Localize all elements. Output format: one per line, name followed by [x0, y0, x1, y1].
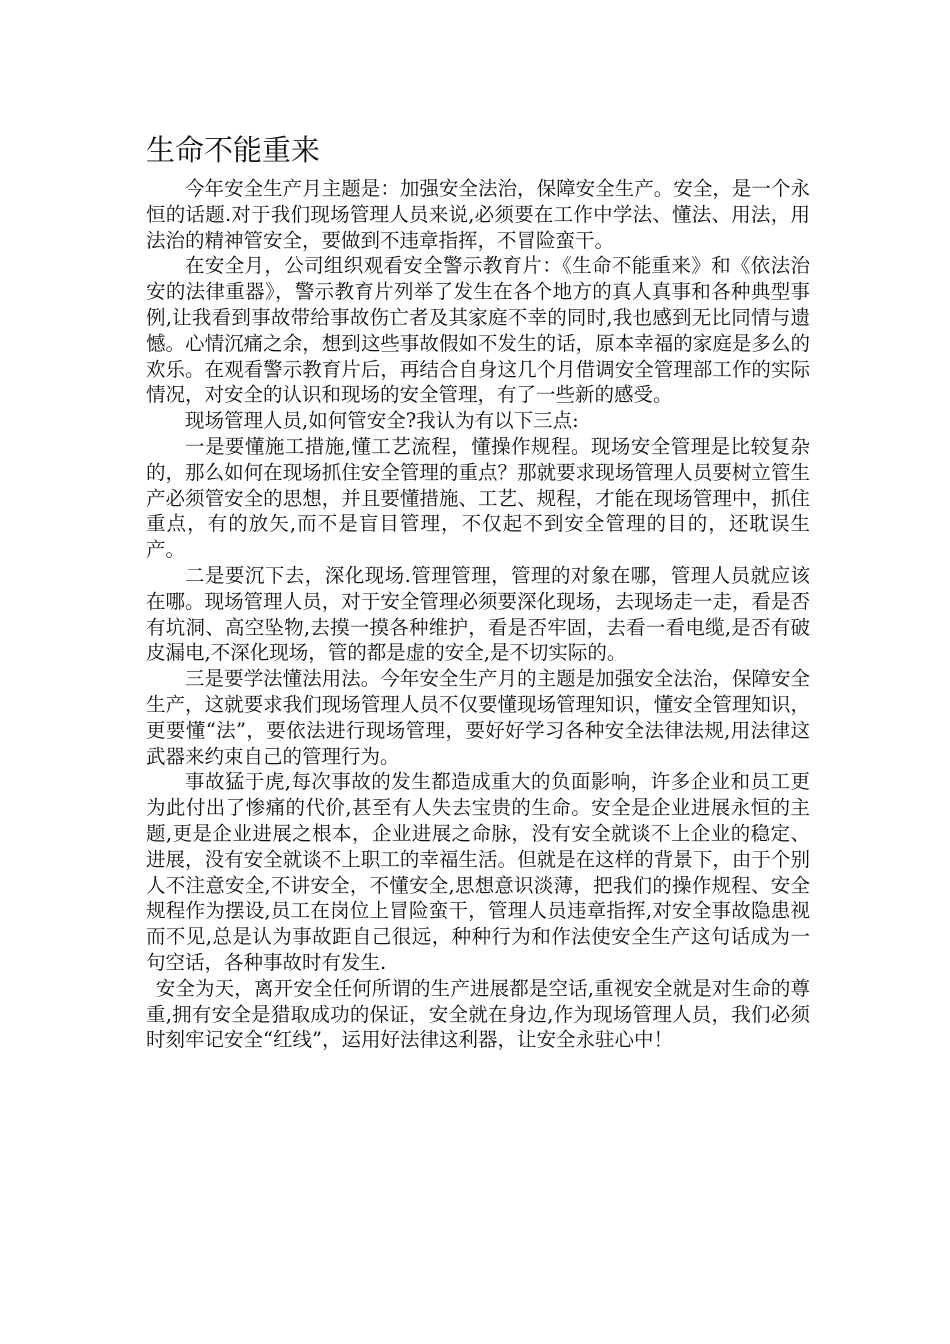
paragraph-accidents: 事故猛于虎,每次事故的发生都造成重大的负面影响，许多企业和员工更为此付出了惨痛的代价,甚至有人失去宝贵的生命。安全是企业进展永恒的主题,更是企业进展之根本，企业进展之命脉，没有安全就谈不上企业的稳定、进展，没有安全就谈不上职工的幸福生活。但就是在这样的背景下，由于个别人不注意安全,不讲安全，不懂安全,思想意识淡薄，把我们的操作规程、安全规程作为摆设,员工在岗位上冒险蛮干，管理人员违章指挥,对安全事故隐患视而不见,总是认为事故距自己很远，种种行为和作法使安全生产这句话成为一句空话，各种事故时有发生.	[146, 770, 810, 974]
paragraph-three-points-intro: 现场管理人员,如何管安全?我认为有以下三点:	[185, 409, 579, 433]
paragraph-point-three: 三是要学法懂法用法。今年安全生产月的主题是加强安全法治，保障安全生产，这就要求我们现场管理人员不仅要懂现场管理知识，懂安全管理知识，更要懂“法”，要依法进行现场管理，要好好学习各种安全法律法规,用法律这武器来约束自己的管理行为。	[146, 667, 810, 768]
paragraph-conclusion: 安全为天，离开安全任何所谓的生产进展都是空话,重视安全就是对生命的尊重,拥有安全是猎取成功的保证，安全就在身边,作为现场管理人员，我们必须时刻牢记安全“红线”，运用好法律这利器，让安全永驻心中！	[146, 976, 810, 1052]
document-page	[146, 130, 810, 1053]
paragraph-point-two: 二是要沉下去，深化现场.管理管理，管理的对象在哪，管理人员就应该在哪。现场管理人员，对于安全管理必须要深化现场，去现场走一走，看是否有坑洞、高空坠物,去摸一摸各种维护，看是否牢固，去看一看电缆,是否有破皮漏电,不深化现场，管的都是虚的安全,是不切实际的。	[146, 563, 810, 665]
document-title: 生命不能重来	[146, 133, 321, 167]
paragraph-theme: 今年安全生产月主题是：加强安全法治，保障安全生产。安全，是一个永恒的话题.对于我们现场管理人员来说,必须要在工作中学法、懂法、用法，用法治的精神管安全，要做到不违章指挥，不冒险蛮干。	[146, 177, 810, 252]
paragraph-warning-film: 在安全月，公司组织观看安全警示教育片：《生命不能重来》和《依法治安的法律重器》，警示教育片列举了发生在各个地方的真人真事和各种典型事例,让我看到事故带给事故伤亡者及其家庭不幸的同时,我也感到无比同情与遗憾。心情沉痛之余，想到这些事故假如不发生的话，原本幸福的家庭是多么的欢乐。在观看警示教育片后，再结合自身这几个月借调安全管理部工作的实际情况，对安全的认识和现场的安全管理，有了一些新的感受。	[146, 254, 810, 407]
paragraph-point-one: 一是要懂施工措施,懂工艺流程，懂操作规程。现场安全管理是比较复杂的，那么如何在现场抓住安全管理的重点？那就要求现场管理人员要树立管生产必须管安全的思想，并且要懂措施、工艺、规程，才能在现场管理中，抓住重点，有的放矢,而不是盲目管理，不仅起不到安全管理的目的，还耽误生产。	[146, 434, 810, 562]
